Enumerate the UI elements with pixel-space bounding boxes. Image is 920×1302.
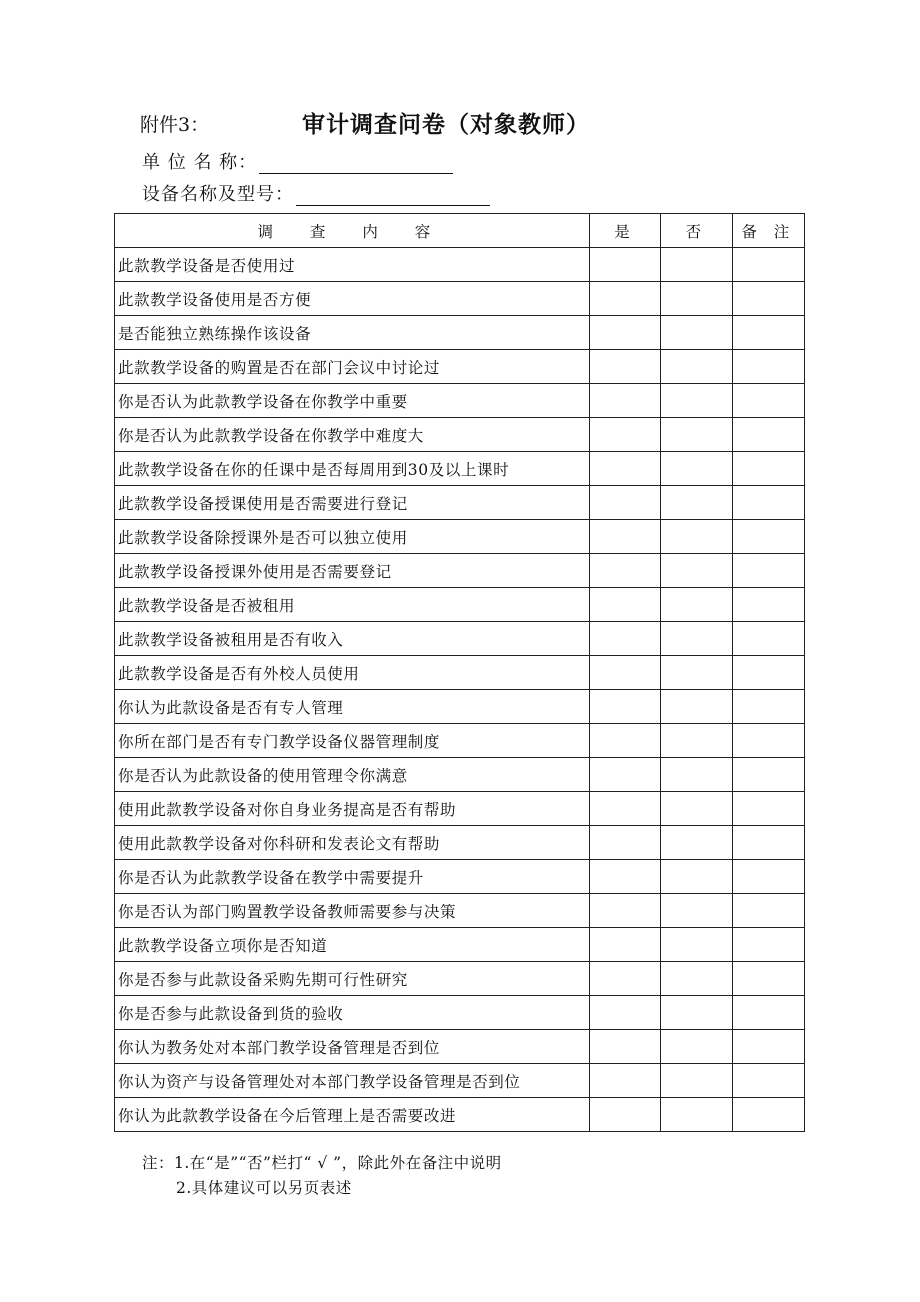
yes-cell[interactable] bbox=[589, 962, 660, 996]
yes-cell[interactable] bbox=[589, 1030, 660, 1064]
unit-name-field bbox=[142, 148, 453, 174]
remark-cell[interactable] bbox=[732, 418, 804, 452]
table-row bbox=[115, 520, 805, 554]
yes-cell[interactable] bbox=[589, 248, 660, 282]
no-cell[interactable] bbox=[661, 1030, 732, 1064]
question-cell: 你认为此款教学设备在今后管理上是否需要改进 bbox=[115, 1098, 590, 1132]
remark-cell[interactable] bbox=[732, 282, 804, 316]
question-cell: 此款教学设备是否使用过 bbox=[115, 248, 590, 282]
header-yes: 是 bbox=[589, 214, 660, 248]
yes-cell[interactable] bbox=[589, 826, 660, 860]
yes-cell[interactable] bbox=[589, 588, 660, 622]
no-cell[interactable] bbox=[661, 656, 732, 690]
remark-cell[interactable] bbox=[732, 316, 804, 350]
unit-name-label: 单 位 名 称： bbox=[142, 152, 258, 173]
remark-cell[interactable] bbox=[732, 860, 804, 894]
no-cell[interactable] bbox=[661, 520, 732, 554]
question-cell: 你是否认为此款设备的使用管理令你满意 bbox=[115, 758, 590, 792]
question-cell: 你是否认为部门购置教学设备教师需要参与决策 bbox=[115, 894, 590, 928]
table-row bbox=[115, 1064, 805, 1098]
question-cell: 使用此款教学设备对你自身业务提高是否有帮助 bbox=[115, 792, 590, 826]
yes-cell[interactable] bbox=[589, 384, 660, 418]
header-remark: 备 注 bbox=[732, 214, 804, 248]
yes-cell[interactable] bbox=[589, 554, 660, 588]
remark-cell[interactable] bbox=[732, 1030, 804, 1064]
header-no: 否 bbox=[661, 214, 732, 248]
table-row bbox=[115, 282, 805, 316]
table-row bbox=[115, 350, 805, 384]
yes-cell[interactable] bbox=[589, 860, 660, 894]
question-cell: 此款教学设备的购置是否在部门会议中讨论过 bbox=[115, 350, 590, 384]
yes-cell[interactable] bbox=[589, 350, 660, 384]
attachment-label: 附件3： bbox=[140, 114, 210, 136]
question-cell: 你是否认为此款教学设备在教学中需要提升 bbox=[115, 860, 590, 894]
table-row bbox=[115, 316, 805, 350]
no-cell[interactable] bbox=[661, 826, 732, 860]
table-row bbox=[115, 1030, 805, 1064]
yes-cell[interactable] bbox=[589, 418, 660, 452]
remark-cell[interactable] bbox=[732, 928, 804, 962]
question-cell: 此款教学设备授课外使用是否需要登记 bbox=[115, 554, 590, 588]
question-cell: 你认为教务处对本部门教学设备管理是否到位 bbox=[115, 1030, 590, 1064]
remark-cell[interactable] bbox=[732, 520, 804, 554]
remark-cell[interactable] bbox=[732, 690, 804, 724]
page-title: 审计调查问卷（对象教师） bbox=[302, 112, 590, 138]
yes-cell[interactable] bbox=[589, 690, 660, 724]
remark-cell[interactable] bbox=[732, 656, 804, 690]
question-cell: 你所在部门是否有专门教学设备仪器管理制度 bbox=[115, 724, 590, 758]
table-row bbox=[115, 758, 805, 792]
no-cell[interactable] bbox=[661, 962, 732, 996]
table-row bbox=[115, 962, 805, 996]
question-cell: 此款教学设备被租用是否有收入 bbox=[115, 622, 590, 656]
remark-cell[interactable] bbox=[732, 486, 804, 520]
yes-cell[interactable] bbox=[589, 622, 660, 656]
table-row bbox=[115, 248, 805, 282]
question-cell: 此款教学设备是否有外校人员使用 bbox=[115, 656, 590, 690]
table-row bbox=[115, 656, 805, 690]
no-cell[interactable] bbox=[661, 1098, 732, 1132]
question-cell: 你认为此款设备是否有专人管理 bbox=[115, 690, 590, 724]
device-name-field bbox=[142, 180, 490, 206]
yes-cell[interactable] bbox=[589, 520, 660, 554]
yes-cell[interactable] bbox=[589, 928, 660, 962]
device-name-label: 设备名称及型号： bbox=[142, 184, 294, 205]
remark-cell[interactable] bbox=[732, 350, 804, 384]
device-name-input-line[interactable] bbox=[296, 185, 490, 206]
question-cell: 此款教学设备使用是否方便 bbox=[115, 282, 590, 316]
no-cell[interactable] bbox=[661, 996, 732, 1030]
table-row bbox=[115, 452, 805, 486]
no-cell[interactable] bbox=[661, 350, 732, 384]
header-content: 调 查 内 容 bbox=[115, 214, 590, 248]
no-cell[interactable] bbox=[661, 1064, 732, 1098]
table-row bbox=[115, 690, 805, 724]
yes-cell[interactable] bbox=[589, 656, 660, 690]
remark-cell[interactable] bbox=[732, 962, 804, 996]
yes-cell[interactable] bbox=[589, 282, 660, 316]
table-row bbox=[115, 894, 805, 928]
no-cell[interactable] bbox=[661, 316, 732, 350]
note-line-1: 注：1.在“是”“否”栏打“ √ ”，除此外在备注中说明 bbox=[142, 1154, 502, 1172]
question-cell: 此款教学设备除授课外是否可以独立使用 bbox=[115, 520, 590, 554]
remark-cell[interactable] bbox=[732, 384, 804, 418]
remark-cell[interactable] bbox=[732, 248, 804, 282]
yes-cell[interactable] bbox=[589, 486, 660, 520]
yes-cell[interactable] bbox=[589, 452, 660, 486]
table-row bbox=[115, 724, 805, 758]
table-row bbox=[115, 418, 805, 452]
no-cell[interactable] bbox=[661, 282, 732, 316]
no-cell[interactable] bbox=[661, 384, 732, 418]
table-row bbox=[115, 826, 805, 860]
table-header-row bbox=[115, 214, 805, 248]
note-line-2: 2.具体建议可以另页表述 bbox=[176, 1179, 352, 1197]
table-row bbox=[115, 928, 805, 962]
question-cell: 你认为资产与设备管理处对本部门教学设备管理是否到位 bbox=[115, 1064, 590, 1098]
table-row bbox=[115, 622, 805, 656]
unit-name-input-line[interactable] bbox=[259, 153, 453, 174]
yes-cell[interactable] bbox=[589, 894, 660, 928]
question-cell: 你是否参与此款设备采购先期可行性研究 bbox=[115, 962, 590, 996]
remark-cell[interactable] bbox=[732, 452, 804, 486]
table-row bbox=[115, 486, 805, 520]
yes-cell[interactable] bbox=[589, 758, 660, 792]
no-cell[interactable] bbox=[661, 792, 732, 826]
no-cell[interactable] bbox=[661, 588, 732, 622]
table-row bbox=[115, 554, 805, 588]
remark-cell[interactable] bbox=[732, 758, 804, 792]
no-cell[interactable] bbox=[661, 418, 732, 452]
question-cell: 此款教学设备立项你是否知道 bbox=[115, 928, 590, 962]
question-cell: 此款教学设备授课使用是否需要进行登记 bbox=[115, 486, 590, 520]
remark-cell[interactable] bbox=[732, 826, 804, 860]
yes-cell[interactable] bbox=[589, 1064, 660, 1098]
no-cell[interactable] bbox=[661, 894, 732, 928]
no-cell[interactable] bbox=[661, 622, 732, 656]
no-cell[interactable] bbox=[661, 554, 732, 588]
remark-cell[interactable] bbox=[732, 622, 804, 656]
question-cell: 你是否认为此款教学设备在你教学中难度大 bbox=[115, 418, 590, 452]
table-row bbox=[115, 588, 805, 622]
question-cell: 使用此款教学设备对你科研和发表论文有帮助 bbox=[115, 826, 590, 860]
no-cell[interactable] bbox=[661, 486, 732, 520]
table-row bbox=[115, 1098, 805, 1132]
remark-cell[interactable] bbox=[732, 554, 804, 588]
remark-cell[interactable] bbox=[732, 792, 804, 826]
no-cell[interactable] bbox=[661, 758, 732, 792]
no-cell[interactable] bbox=[661, 724, 732, 758]
no-cell[interactable] bbox=[661, 248, 732, 282]
remark-cell[interactable] bbox=[732, 1064, 804, 1098]
question-cell: 此款教学设备在你的任课中是否每周用到30及以上课时 bbox=[115, 452, 590, 486]
survey-table bbox=[114, 213, 805, 1132]
yes-cell[interactable] bbox=[589, 996, 660, 1030]
table-row bbox=[115, 860, 805, 894]
no-cell[interactable] bbox=[661, 928, 732, 962]
no-cell[interactable] bbox=[661, 860, 732, 894]
question-cell: 你是否认为此款教学设备在你教学中重要 bbox=[115, 384, 590, 418]
remark-cell[interactable] bbox=[732, 996, 804, 1030]
question-cell: 你是否参与此款设备到货的验收 bbox=[115, 996, 590, 1030]
no-cell[interactable] bbox=[661, 452, 732, 486]
yes-cell[interactable] bbox=[589, 316, 660, 350]
remark-cell[interactable] bbox=[732, 724, 804, 758]
yes-cell[interactable] bbox=[589, 724, 660, 758]
remark-cell[interactable] bbox=[732, 1098, 804, 1132]
yes-cell[interactable] bbox=[589, 1098, 660, 1132]
question-cell: 此款教学设备是否被租用 bbox=[115, 588, 590, 622]
table-row bbox=[115, 996, 805, 1030]
question-cell: 是否能独立熟练操作该设备 bbox=[115, 316, 590, 350]
table-row bbox=[115, 384, 805, 418]
table-row bbox=[115, 792, 805, 826]
yes-cell[interactable] bbox=[589, 792, 660, 826]
notes bbox=[142, 1151, 502, 1201]
remark-cell[interactable] bbox=[732, 588, 804, 622]
no-cell[interactable] bbox=[661, 690, 732, 724]
remark-cell[interactable] bbox=[732, 894, 804, 928]
